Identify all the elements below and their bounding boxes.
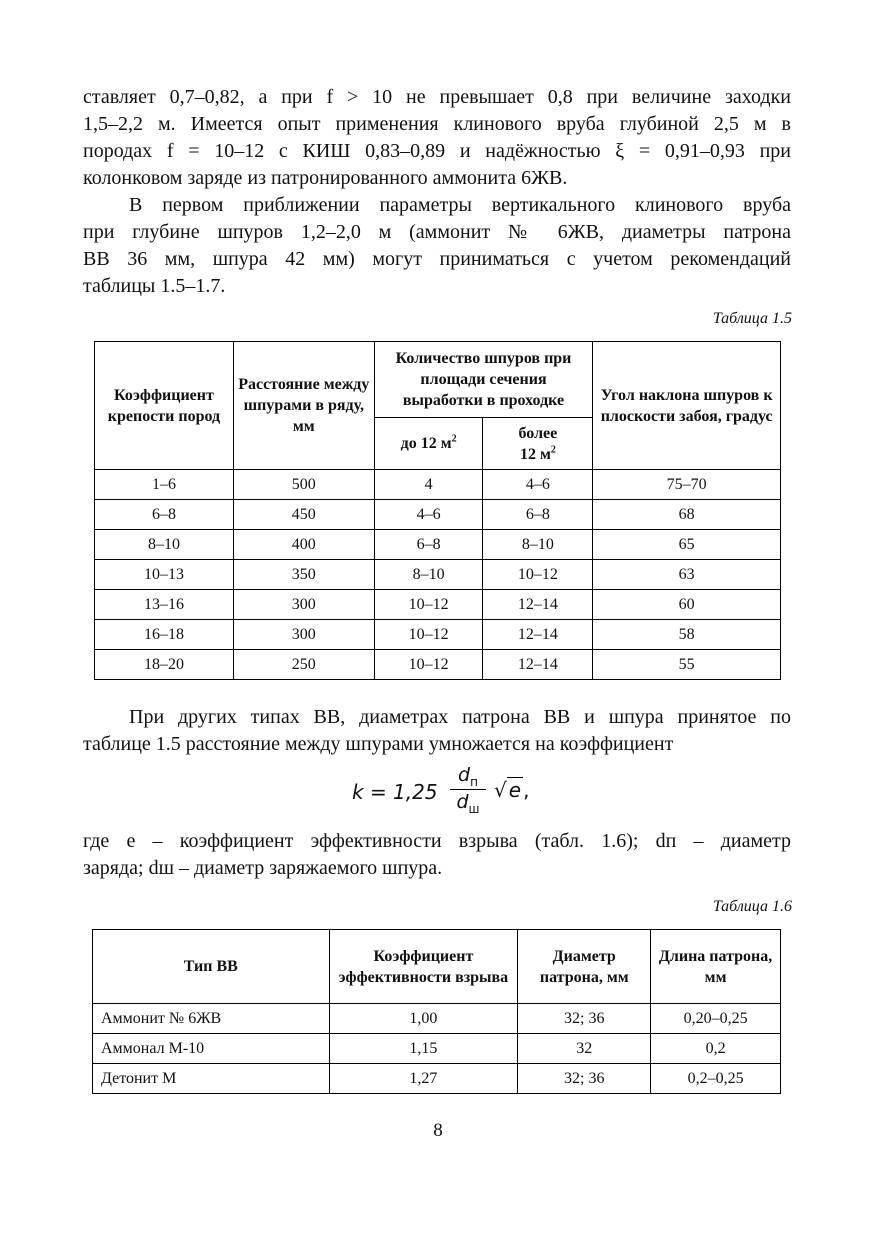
table-row	[95, 530, 781, 560]
text-line: ставляет 0,7–0,82, а при f > 10 не превышает 0,8 при величине заходки	[83, 86, 791, 108]
table-cell: 10–13	[95, 560, 234, 590]
table-row	[93, 1034, 781, 1064]
table-cell: 32; 36	[518, 1004, 651, 1034]
table-cell: Аммонал М-10	[93, 1034, 330, 1064]
text-line: ВВ 36 мм, шпура 42 мм) могут приниматься с учетом рекомендаций	[83, 248, 791, 270]
table-cell: Детонит М	[93, 1064, 330, 1094]
text-line: колонковом заряде из патронированного аммонита 6ЖВ.	[83, 167, 568, 189]
table-cell: 10–12	[374, 620, 483, 650]
table-cell: 0,2–0,25	[651, 1064, 781, 1094]
text-line: 1,5–2,2 м. Имеется опыт применения клинового вруба глубиной 2,5 м в	[83, 113, 791, 135]
table-cell: 32	[518, 1034, 651, 1064]
table-row	[93, 1004, 781, 1034]
text-line: при глубине шпуров 1,2–2,0 м (аммонит № 6ЖВ, диаметры патрона	[83, 221, 791, 243]
table-row	[95, 470, 781, 500]
table-row	[95, 620, 781, 650]
table-cell: 450	[233, 500, 374, 530]
table-cell: 1,15	[329, 1034, 518, 1064]
table-cell: 16–18	[95, 620, 234, 650]
table-cell: 13–16	[95, 590, 234, 620]
table-cell: 65	[593, 530, 781, 560]
header-distance: Расстояние между шпурами в ряду, мм	[233, 342, 374, 470]
table-cell: 63	[593, 560, 781, 590]
table-cell: 75–70	[593, 470, 781, 500]
table-cell: 18–20	[95, 650, 234, 680]
paragraph-2	[83, 192, 791, 300]
table-cell: 4–6	[483, 470, 593, 500]
paragraph-3	[83, 704, 791, 758]
page-number: 8	[433, 1120, 443, 1141]
text-line: При других типах ВВ, диаметрах патрона ВВ и шпура принятое по	[129, 706, 791, 728]
table-cell: 60	[593, 590, 781, 620]
table-row	[93, 1064, 781, 1094]
formula-fraction: $d_п$ $d_ш$	[450, 764, 486, 815]
table-cell: 55	[593, 650, 781, 680]
header-over-12: более 12 $м^2$	[483, 418, 593, 470]
table-cell: 400	[233, 530, 374, 560]
table-1-6-caption: Таблица 1.6	[712, 898, 792, 915]
text-line: где e – коэффициент эффективности взрыва (табл. 1.6); dп – диаметр	[83, 830, 791, 852]
table-cell: 12–14	[483, 590, 593, 620]
table-1-5	[94, 341, 781, 680]
table-cell: Аммонит № 6ЖВ	[93, 1004, 330, 1034]
table-cell: 1–6	[95, 470, 234, 500]
header-up-to-12: до 12 $м^2$	[374, 418, 483, 470]
table-cell: 250	[233, 650, 374, 680]
table-cell: 8–10	[95, 530, 234, 560]
text-line: В первом приближении параметры вертикального клинового вруба	[129, 194, 791, 216]
text-line: таблицы 1.5–1.7.	[83, 275, 226, 297]
header-diameter: Диаметр патрона, мм	[518, 930, 651, 1004]
table-row	[95, 560, 781, 590]
table-cell: 300	[233, 590, 374, 620]
header-length: Длина патрона, мм	[651, 930, 781, 1004]
table-cell: 4	[374, 470, 483, 500]
table-1-5-caption: Таблица 1.5	[712, 310, 792, 327]
table-cell: 32; 36	[518, 1064, 651, 1094]
formula-lhs: k = 1,25	[352, 780, 438, 804]
table-row	[95, 590, 781, 620]
table-cell: 68	[593, 500, 781, 530]
table-cell: 6–8	[95, 500, 234, 530]
table-cell: 6–8	[483, 500, 593, 530]
table-1-6	[92, 929, 781, 1094]
table-cell: 10–12	[374, 650, 483, 680]
table-cell: 1,27	[329, 1064, 518, 1094]
table-cell: 12–14	[483, 620, 593, 650]
table-cell: 58	[593, 620, 781, 650]
header-coefficient: Коэффициент крепости пород	[95, 342, 234, 470]
formula-sqrt: √ e ,	[494, 778, 530, 802]
header-type: Тип ВВ	[93, 930, 330, 1004]
table-row	[95, 500, 781, 530]
text-line: таблице 1.5 расстояние между шпурами умножается на коэффициент	[83, 733, 674, 755]
table-cell: 4–6	[374, 500, 483, 530]
table-cell: 500	[233, 470, 374, 500]
header-angle: Угол наклона шпуров к плоскости забоя, градус	[593, 342, 781, 470]
table-cell: 12–14	[483, 650, 593, 680]
text-line: заряда; dш – диаметр заряжаемого шпура.	[83, 857, 443, 879]
table-cell: 10–12	[483, 560, 593, 590]
table-cell: 0,2	[651, 1034, 781, 1064]
table-cell: 8–10	[374, 560, 483, 590]
table-row	[95, 650, 781, 680]
paragraph-1	[83, 84, 791, 192]
paragraph-4	[83, 828, 791, 882]
table-cell: 300	[233, 620, 374, 650]
text-line: породах f = 10–12 с КИШ 0,83–0,89 и надёжностью ξ = 0,91–0,93 при	[83, 140, 791, 162]
table-cell: 0,20–0,25	[651, 1004, 781, 1034]
table-cell: 6–8	[374, 530, 483, 560]
table-cell: 1,00	[329, 1004, 518, 1034]
header-efficiency: Коэффициент эффективности взрыва	[329, 930, 518, 1004]
table-cell: 350	[233, 560, 374, 590]
header-hole-count: Количество шпуров при площади сечения выработки в проходке	[374, 342, 593, 418]
table-cell: 8–10	[483, 530, 593, 560]
table-cell: 10–12	[374, 590, 483, 620]
